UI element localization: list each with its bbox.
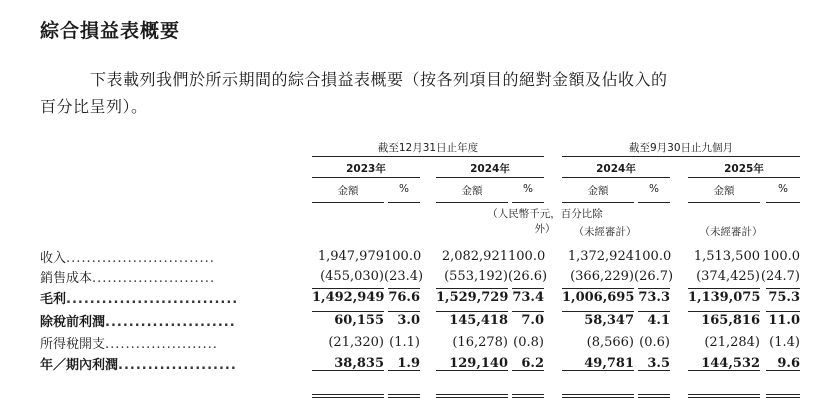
unaudited-note: （未經審計）: [573, 226, 637, 238]
row-label-cell: [40, 266, 312, 286]
row-label: 銷售成本: [40, 270, 93, 286]
header-rule: [688, 202, 760, 203]
percent-cell: 9.6: [777, 356, 800, 371]
row-label: 所得稅開支: [40, 336, 106, 352]
percent-cell: 4.1: [647, 313, 670, 328]
year-rule: [436, 177, 544, 178]
amount-cell: 58,347: [584, 313, 634, 328]
amount-cell: 1,492,949: [312, 290, 385, 305]
table-row: [40, 246, 800, 266]
spacer-cell: [544, 286, 562, 309]
intro-paragraph: [40, 66, 800, 120]
amount-header: 金額: [461, 185, 483, 197]
percent-cell: 7.0: [521, 313, 544, 328]
leader-dots: ....................: [118, 358, 237, 373]
amount-header: 金額: [587, 185, 609, 197]
spacer-cell: [544, 246, 562, 266]
amount-cell: 1,139,075: [688, 290, 761, 305]
percent-cell: 3.5: [647, 356, 670, 371]
pct-header: %: [649, 183, 659, 195]
row-label-cell: [40, 352, 312, 375]
spacer-cell: [670, 246, 688, 266]
header-rule: [388, 202, 420, 203]
total-rule: [388, 370, 420, 371]
amount-cell: 38,835: [334, 356, 384, 371]
spacer-cell: [544, 332, 562, 352]
table-row: [40, 286, 800, 309]
percent-cell: 100.0: [508, 248, 546, 264]
percent-cell: 100.0: [762, 248, 800, 264]
spacer-cell: [420, 332, 436, 352]
total-rule: [436, 370, 508, 371]
amount-cell: 1,006,695: [562, 290, 635, 305]
amount-cell: (553,192): [444, 268, 508, 284]
total-rule: [638, 370, 670, 371]
double-rule: [562, 394, 634, 398]
spacer-cell: [420, 309, 436, 332]
header-rule: [436, 202, 508, 203]
double-rule: [638, 394, 670, 398]
total-rule: [512, 370, 544, 371]
spacer-cell: [420, 246, 436, 266]
subtotal-rule: [688, 288, 760, 289]
total-rule: [688, 370, 760, 371]
row-label: 除稅前利潤: [40, 315, 106, 330]
row-label-cell: [40, 286, 312, 309]
row-label: 收入: [40, 250, 67, 266]
amount-cell: 1,513,500: [693, 248, 760, 264]
leader-dots: ........................: [92, 270, 216, 286]
double-rule: [512, 394, 544, 398]
amount-cell: 60,155: [334, 313, 384, 328]
amount-cell: 145,418: [449, 313, 508, 328]
percent-cell: 76.6: [388, 290, 420, 305]
amount-cell: 1,947,979: [317, 248, 384, 264]
percent-cell: 100.0: [384, 248, 422, 264]
subtotal-rule: [436, 311, 508, 312]
percent-cell: 73.3: [638, 290, 670, 305]
amount-cell: (455,030): [320, 268, 384, 284]
subtotal-rule: [312, 288, 384, 289]
leader-dots: ......................: [105, 336, 218, 352]
header-rule: [766, 202, 800, 203]
section-heading: 綜合損益表概要: [40, 20, 181, 42]
pct-header: %: [399, 183, 409, 195]
spacer-cell: [544, 352, 562, 375]
leader-dots: ......................: [105, 315, 236, 330]
subtotal-rule: [436, 288, 508, 289]
total-rule: [766, 370, 800, 371]
spacer-cell: [420, 352, 436, 375]
percent-cell: (26.7): [634, 268, 674, 284]
amount-header: 金額: [713, 185, 735, 197]
pct-header: %: [523, 183, 533, 195]
spacer-cell: [670, 286, 688, 309]
percent-cell: 1.9: [397, 356, 420, 371]
pct-header: %: [778, 183, 788, 195]
percent-cell: (1.1): [389, 334, 420, 350]
subtotal-rule: [638, 311, 670, 312]
year-rule: [312, 177, 420, 178]
percent-cell: (26.6): [508, 268, 548, 284]
percent-cell: 100.0: [634, 248, 672, 264]
spacer-cell: [544, 309, 562, 332]
table-row: [40, 309, 800, 332]
intro-line-1: 下表載列我們於所示期間的綜合損益表概要（按各列項目的絕對金額及佔收入的: [90, 70, 668, 89]
amount-cell: 1,529,729: [436, 290, 509, 305]
row-label-cell: [40, 246, 312, 266]
unit-note: （人民幣千元，百分比除外）: [487, 208, 603, 235]
percent-cell: 75.3: [768, 290, 800, 305]
subtotal-rule: [388, 311, 420, 312]
amount-cell: (374,425): [696, 268, 760, 284]
header-rule: [512, 202, 544, 203]
double-rule: [766, 394, 800, 398]
subtotal-rule: [388, 288, 420, 289]
double-rule: [388, 394, 420, 398]
amount-cell: 165,816: [701, 313, 760, 328]
intro-line-2: 百分比呈列）。: [40, 97, 148, 116]
amount-cell: (8,566): [586, 334, 634, 350]
subtotal-rule: [312, 311, 384, 312]
total-rule: [312, 370, 384, 371]
subtotal-rule: [688, 311, 760, 312]
amount-cell: 144,532: [701, 356, 760, 371]
double-rule: [688, 394, 760, 398]
row-label: 毛利: [40, 292, 67, 307]
table-row: [40, 352, 800, 375]
subtotal-rule: [766, 288, 800, 289]
percent-cell: (24.7): [760, 268, 800, 284]
row-label-cell: [40, 309, 312, 332]
percent-cell: (0.6): [639, 334, 670, 350]
leader-dots: .............................: [66, 292, 239, 307]
table-row: [40, 332, 800, 352]
amount-cell: (366,229): [570, 268, 634, 284]
year-header-2023: 2023年: [346, 163, 386, 175]
header-rule: [638, 202, 670, 203]
header-rule: [562, 202, 634, 203]
subtotal-rule: [512, 288, 544, 289]
row-label: 年／期內利潤: [40, 358, 119, 373]
row-label-cell: [40, 332, 312, 352]
percent-cell: 11.0: [768, 313, 800, 328]
subtotal-rule: [766, 311, 800, 312]
amount-cell: 49,781: [584, 356, 634, 371]
group-rule-year: [312, 156, 544, 157]
spacer-cell: [420, 286, 436, 309]
income-statement-table: [40, 246, 800, 375]
header-rule: [312, 202, 384, 203]
percent-cell: (23.4): [384, 268, 424, 284]
percent-cell: 6.2: [521, 356, 544, 371]
amount-cell: (21,320): [328, 334, 384, 350]
group-rule-nine-months: [562, 156, 800, 157]
group-header-year: 截至12月31日止年度: [377, 142, 479, 154]
double-rule: [312, 394, 384, 398]
year-rule: [562, 177, 670, 178]
spacer-cell: [670, 309, 688, 332]
unaudited-note: （未經審計）: [699, 226, 763, 238]
double-rule: [436, 394, 508, 398]
total-rule: [562, 370, 634, 371]
year-header-2025-nine: 2025年: [724, 163, 764, 175]
spacer-cell: [670, 332, 688, 352]
spacer-cell: [670, 352, 688, 375]
amount-cell: (21,284): [704, 334, 760, 350]
year-rule: [688, 177, 800, 178]
percent-cell: 73.4: [512, 290, 544, 305]
amount-cell: 129,140: [449, 356, 508, 371]
amount-cell: (16,278): [452, 334, 508, 350]
leader-dots: .............................: [66, 250, 215, 266]
amount-header: 金額: [337, 185, 359, 197]
year-header-2024-nine: 2024年: [596, 163, 636, 175]
amount-cell: 1,372,924: [567, 248, 634, 264]
group-header-nine-months: 截至9月30日止九個月: [628, 142, 734, 154]
year-header-2024: 2024年: [470, 163, 510, 175]
percent-cell: 3.0: [397, 313, 420, 328]
percent-cell: (0.8): [513, 334, 544, 350]
subtotal-rule: [512, 311, 544, 312]
subtotal-rule: [638, 288, 670, 289]
percent-cell: (1.4): [769, 334, 800, 350]
subtotal-rule: [562, 311, 634, 312]
table-row: [40, 266, 800, 286]
amount-cell: 2,082,921: [441, 248, 508, 264]
subtotal-rule: [562, 288, 634, 289]
